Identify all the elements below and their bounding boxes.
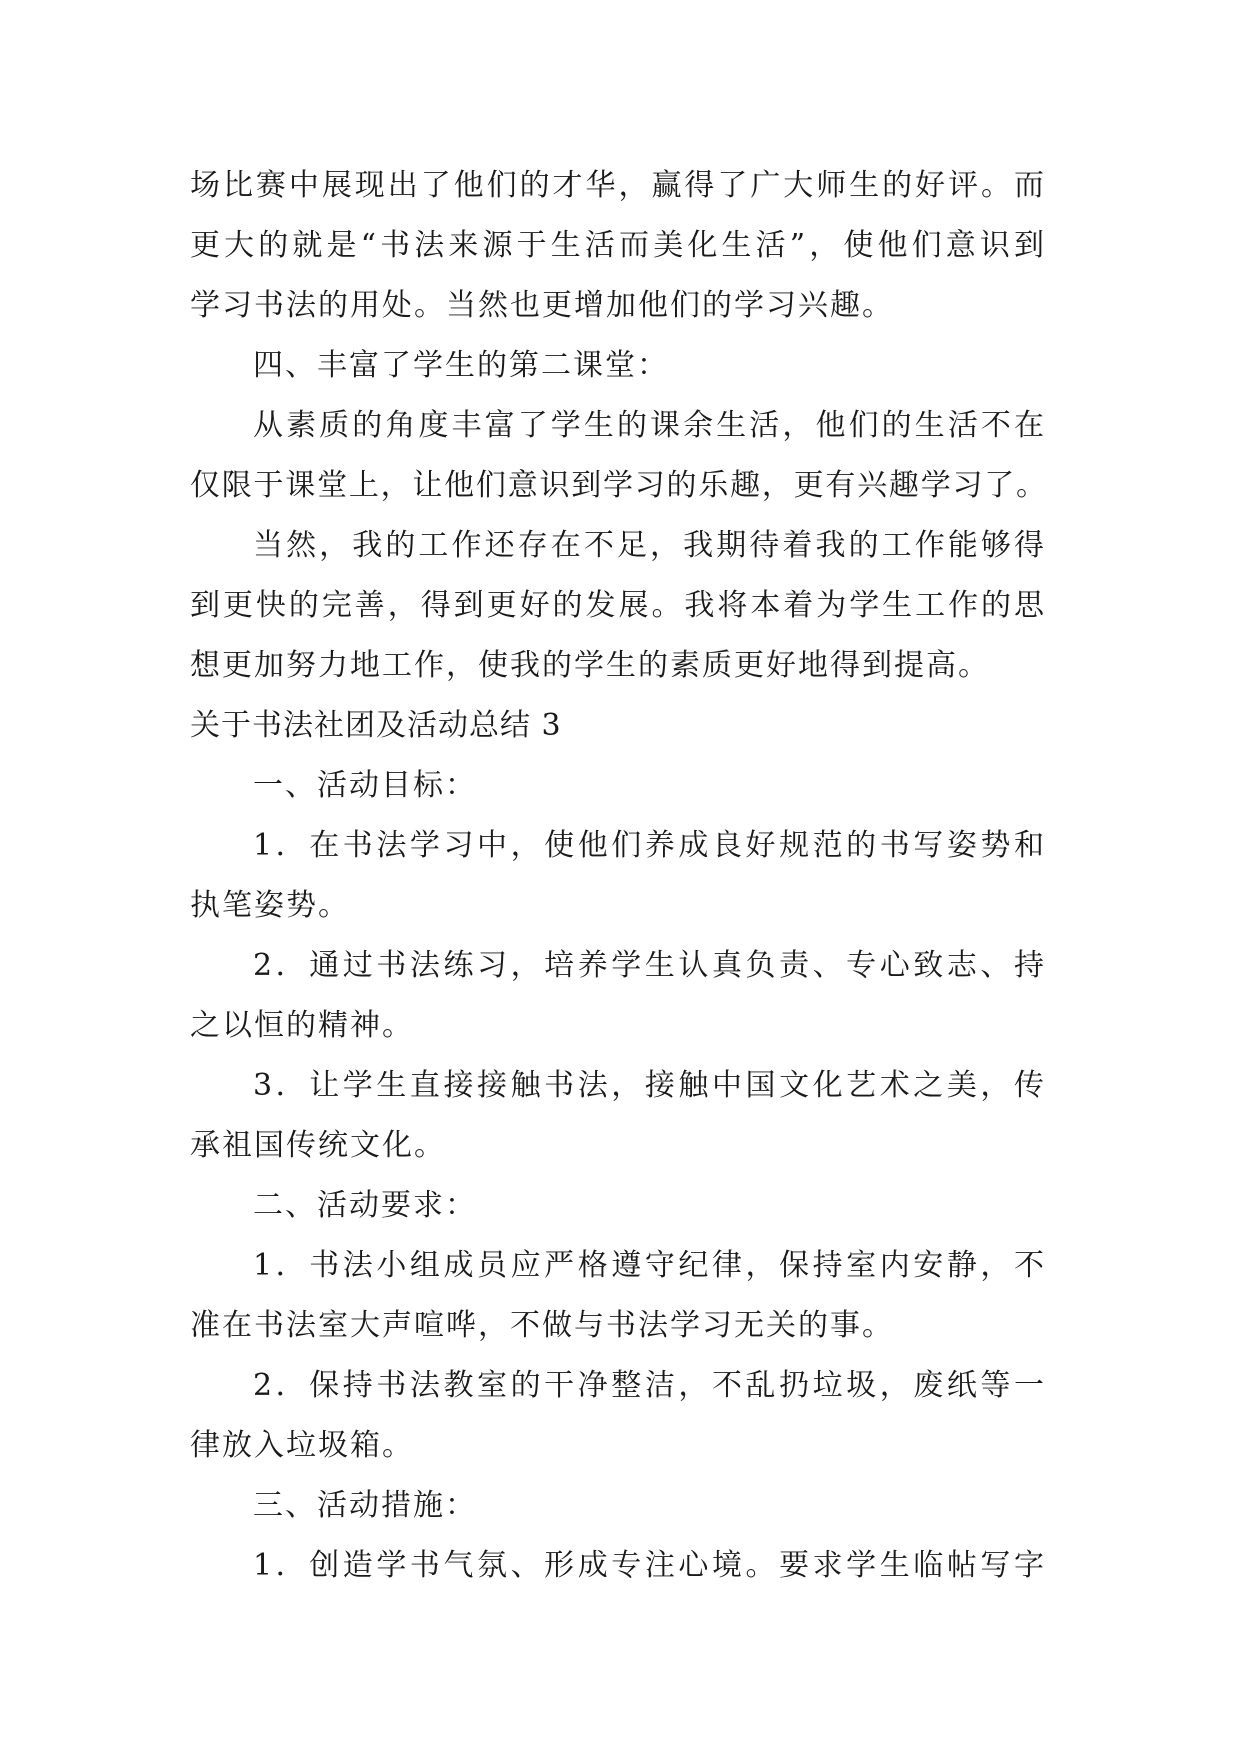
- paragraph-line: 从素质的角度丰富了学生的课余生活，他们的生活不在: [253, 408, 1046, 443]
- section-heading: 三、活动措施：: [253, 1488, 477, 1523]
- section-heading: 四、丰富了学生的第二课堂：: [253, 348, 669, 383]
- paragraph-line: 场比赛中展现出了他们的才华，赢得了广大师生的好评。而: [190, 168, 1046, 203]
- paragraph-line: 当然，我的工作还存在不足，我期待着我的工作能够得: [253, 528, 1046, 563]
- section-heading: 一、活动目标：: [253, 768, 477, 803]
- paragraph-line: 到更快的完善，得到更好的发展。我将本着为学生工作的思: [190, 588, 1046, 623]
- list-item-line: 准在书法室大声喧哗，不做与书法学习无关的事。: [190, 1308, 894, 1343]
- list-item-line: 之以恒的精神。: [190, 1008, 414, 1043]
- list-item-line: 1．书法小组成员应严格遵守纪律，保持室内安静，不: [253, 1248, 1046, 1283]
- list-item-line: 承祖国传统文化。: [190, 1128, 446, 1163]
- list-item-line: 1．创造学书气氛、形成专注心境。要求学生临帖写字: [253, 1548, 1046, 1583]
- list-item-line: 律放入垃圾箱。: [190, 1428, 414, 1463]
- list-item-line: 执笔姿势。: [190, 888, 350, 923]
- list-item-line: 1．在书法学习中，使他们养成良好规范的书写姿势和: [253, 828, 1046, 863]
- list-item-line: 2．保持书法教室的干净整洁，不乱扔垃圾，废纸等一: [253, 1368, 1046, 1403]
- paragraph-line: 想更加努力地工作，使我的学生的素质更好地得到提高。: [190, 648, 990, 683]
- list-item-line: 2．通过书法练习，培养学生认真负责、专心致志、持: [253, 948, 1046, 983]
- list-item-line: 3．让学生直接接触书法，接触中国文化艺术之美，传: [253, 1068, 1046, 1103]
- paragraph-line: 更大的就是“书法来源于生活而美化生活”，使他们意识到: [190, 228, 1046, 263]
- paragraph-line: 仅限于课堂上，让他们意识到学习的乐趣，更有兴趣学习了。: [190, 468, 1046, 503]
- section-heading: 二、活动要求：: [253, 1188, 477, 1223]
- document-heading: 关于书法社团及活动总结 3: [190, 708, 562, 743]
- paragraph-line: 学习书法的用处。当然也更增加他们的学习兴趣。: [190, 288, 894, 323]
